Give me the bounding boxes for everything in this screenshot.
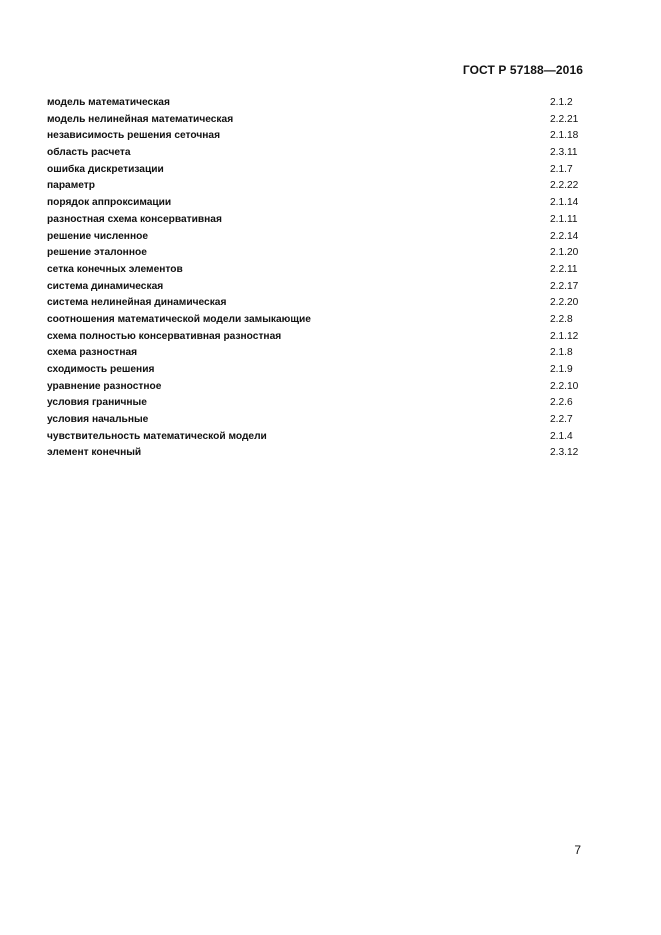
index-row xyxy=(47,245,587,262)
index-row xyxy=(47,345,587,362)
index-row xyxy=(47,295,587,312)
index-row xyxy=(47,112,587,129)
index-reference: 2.1.18 xyxy=(550,130,579,142)
index-reference: 2.2.17 xyxy=(550,280,579,292)
index-term: модель нелинейная математическая xyxy=(47,113,234,125)
index-term: независимость решения сеточная xyxy=(47,130,221,142)
index-reference: 2.1.11 xyxy=(550,213,578,225)
index-reference: 2.2.21 xyxy=(550,113,579,125)
index-row xyxy=(47,229,587,246)
index-row xyxy=(47,195,587,212)
index-term: схема разностная xyxy=(47,347,138,359)
index-row xyxy=(47,212,587,229)
index-term: соотношения математической модели замыкающие xyxy=(47,313,311,325)
index-term: условия граничные xyxy=(47,397,147,409)
index-term: система нелинейная динамическая xyxy=(47,297,227,309)
index-term: чувствительность математической модели xyxy=(47,430,267,442)
index-reference: 2.2.11 xyxy=(550,263,578,275)
index-row xyxy=(47,312,587,329)
index-row xyxy=(47,145,587,162)
index-reference: 2.2.8 xyxy=(550,313,573,325)
index-row xyxy=(47,379,587,396)
index-row xyxy=(47,445,587,462)
index-reference: 2.2.22 xyxy=(550,180,579,192)
index-row xyxy=(47,362,587,379)
index-reference: 2.1.4 xyxy=(550,430,573,442)
index-reference: 2.1.9 xyxy=(550,364,573,375)
index-row xyxy=(47,262,587,279)
index-term: модель математическая xyxy=(47,97,170,108)
index-row xyxy=(47,95,587,112)
index-term: сетка конечных элементов xyxy=(47,263,183,275)
index-reference: 2.3.12 xyxy=(550,447,579,459)
index-reference: 2.1.14 xyxy=(550,197,579,209)
index-reference: 2.1.8 xyxy=(550,347,573,359)
index-reference: 2.1.7 xyxy=(550,163,573,175)
index-reference: 2.1.12 xyxy=(550,330,579,342)
index-term: решение эталонное xyxy=(47,247,147,259)
index-row xyxy=(47,162,587,179)
index-term: решение численное xyxy=(47,230,148,242)
document-header: ГОСТ Р 57188—2016 xyxy=(462,63,583,77)
index-reference: 2.2.10 xyxy=(550,380,579,392)
index-term: порядок аппроксимации xyxy=(47,197,172,209)
index-row xyxy=(47,329,587,346)
index-term: сходимость решения xyxy=(47,364,155,375)
index-reference: 2.2.7 xyxy=(550,414,573,426)
index-reference: 2.2.6 xyxy=(550,397,573,409)
index-term: схема полностью консервативная разностная xyxy=(47,330,282,342)
index-term: область расчета xyxy=(47,147,131,159)
index-reference: 2.2.14 xyxy=(550,230,579,242)
index-row xyxy=(47,279,587,296)
index-term: параметр xyxy=(47,180,95,192)
index-reference: 2.1.2 xyxy=(550,97,573,108)
index-row xyxy=(47,429,587,446)
index-reference: 2.2.20 xyxy=(550,297,579,309)
index-reference: 2.3.11 xyxy=(550,147,578,159)
index-term: ошибка дискретизации xyxy=(47,163,164,175)
index-row xyxy=(47,412,587,429)
term-index xyxy=(47,95,587,462)
index-term: система динамическая xyxy=(47,280,164,292)
index-term: условия начальные xyxy=(47,414,149,426)
index-row xyxy=(47,128,587,145)
index-reference: 2.1.20 xyxy=(550,247,579,259)
page-number: 7 xyxy=(574,843,581,857)
index-term: разностная схема консервативная xyxy=(47,213,222,225)
index-term: уравнение разностное xyxy=(47,380,162,392)
index-row xyxy=(47,178,587,195)
index-term: элемент конечный xyxy=(47,447,142,459)
index-row xyxy=(47,395,587,412)
